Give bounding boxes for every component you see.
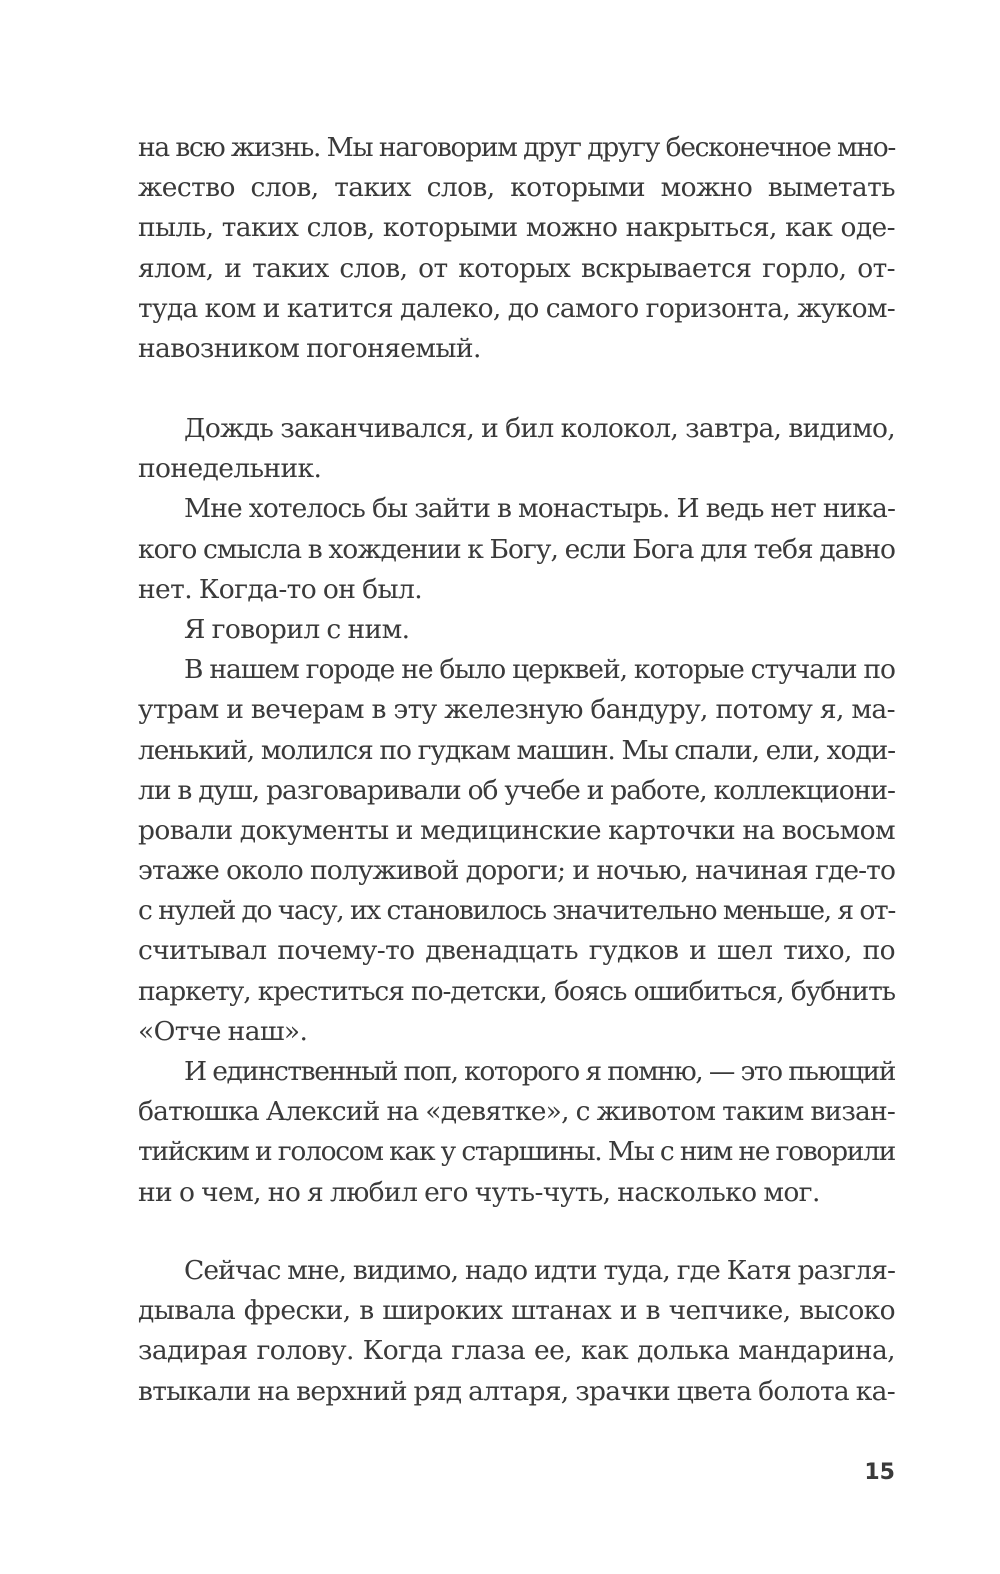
- text-line: задирая голову. Когда глаза ее, как долька мандарина,: [138, 1335, 895, 1367]
- text-line: кого смысла в хождении к Богу, если Бога для тебя давно: [138, 533, 895, 565]
- text-line: считывал почему-то двенадцать гудков и шел тихо, по: [138, 935, 895, 967]
- text-line: навозником погоняемый.: [138, 332, 481, 364]
- text-line: Мне хотелось бы зайти в монастырь. И ведь нет ника-: [184, 493, 895, 525]
- text-line: И единственный поп, которого я помню, — это пьющий: [184, 1056, 895, 1087]
- text-line: утрам и вечерам в эту железную бандуру, потому я, ма-: [138, 694, 895, 726]
- text-block-3: [138, 1251, 895, 1412]
- text-line: батюшка Алексий на «девятке», с животом таким визан-: [138, 1096, 895, 1128]
- text-line: пыль, таких слов, которыми можно накрыться, как оде-: [138, 212, 895, 244]
- text-line: В нашем городе не было церквей, которые стучали по: [184, 654, 895, 686]
- text-block-2: [138, 409, 895, 1213]
- text-line: Я говорил с ним.: [184, 613, 410, 645]
- page-number: 15: [864, 1460, 895, 1485]
- text-line: дывала фрески, в широких штанах и в чепчике, высоко: [138, 1295, 895, 1327]
- text-line: тийским и голосом как у старшины. Мы с ним не говорили: [138, 1136, 895, 1168]
- text-line: ли в душ, разговаривали об учебе и работе, коллекциони-: [138, 774, 895, 806]
- text-line: ровали документы и медицинские карточки на восьмом: [138, 814, 895, 846]
- text-line: паркету, креститься по-детски, боясь ошибиться, бубнить: [138, 975, 895, 1007]
- text-line: Сейчас мне, видимо, надо идти туда, где Катя разгля-: [184, 1255, 895, 1286]
- text-block-1: [138, 128, 895, 369]
- text-line: Дождь заканчивался, и бил колокол, завтра, видимо,: [184, 413, 895, 444]
- text-line: этаже около полуживой дороги; и ночью, начиная где-то: [138, 855, 895, 887]
- text-line: на всю жизнь. Мы наговорим друг другу бесконечное мно-: [138, 132, 895, 163]
- text-line: туда ком и катится далеко, до самого горизонта, жуком-: [138, 292, 895, 324]
- text-line: втыкали на верхний ряд алтаря, зрачки цвета болота ка-: [138, 1375, 895, 1407]
- text-line: ленький, молился по гудкам машин. Мы спали, ели, ходи-: [138, 734, 895, 766]
- text-line: жество слов, таких слов, которыми можно выметать: [138, 172, 895, 204]
- text-line: ялом, и таких слов, от которых вскрывается горло, от-: [138, 252, 895, 284]
- text-line: с нулей до часу, их становилось значительно меньше, я от-: [138, 895, 895, 927]
- text-line: нет. Когда-то он был.: [138, 573, 423, 605]
- text-line: понедельник.: [138, 453, 322, 485]
- text-line: «Отче наш».: [138, 1015, 308, 1047]
- text-line: ни о чем, но я любил его чуть-чуть, насколько мог.: [138, 1176, 820, 1208]
